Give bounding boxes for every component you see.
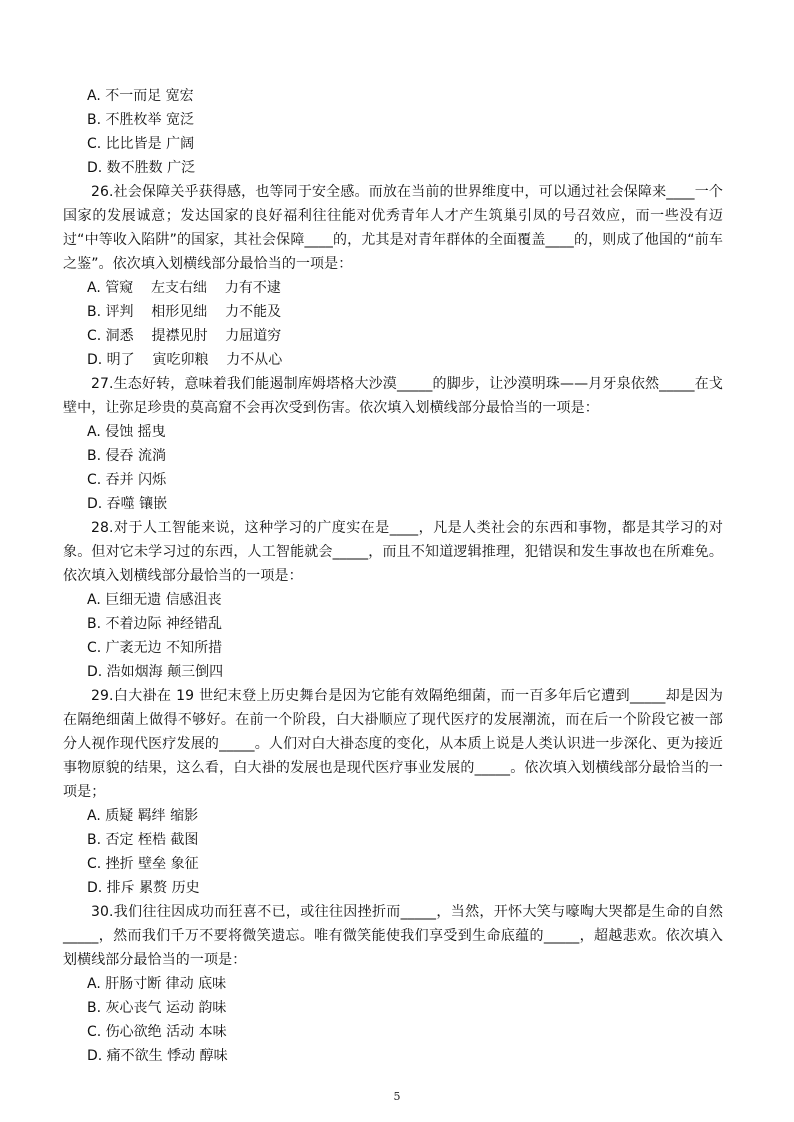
question-text: 30.我们往往因成功而狂喜不已，或往往因挫折而_____，当然，开怀大笑与嚎啕大哭都是生命的自然_____，然而我们千万不要将微笑遗忘。唯有微笑能使我们享受到生命底蕴的_____，超越悲欢。依次填入划横线部分最恰当的一项是： <box>63 904 723 968</box>
question-25-options <box>63 84 723 180</box>
option-d: D. 浩如烟海 颠三倒四 <box>87 664 224 680</box>
option-a: A. 管窥 左支右绌 力有不逮 <box>87 280 281 296</box>
option-d: D. 吞噬 镶嵌 <box>87 496 168 512</box>
option-c: C. 挫折 壁垒 象征 <box>87 856 199 872</box>
option-c: C. 伤心欲绝 活动 本味 <box>87 1024 227 1040</box>
option-b: B. 不胜枚举 宽泛 <box>87 112 194 128</box>
option-b: B. 侵吞 流淌 <box>87 448 166 464</box>
question-text: 26.社会保障关乎获得感，也等同于安全感。而放在当前的世界维度中，可以通过社会保障来____一个国家的发展诚意；发达国家的良好福利往往能对优秀青年人才产生筑巢引凤的号召效应，而一些没有迈过“中等收入陷阱”的国家，其社会保障____的，尤其是对青年群体的全面覆盖____的，则成了他国的“前车之鉴”。依次填入划横线部分最恰当的一项是： <box>63 184 723 272</box>
option-a: A. 不一而足 宽宏 <box>87 88 194 104</box>
option-d: D. 明了 寅吃卯粮 力不从心 <box>87 352 283 368</box>
option-b: B. 不着边际 神经错乱 <box>87 616 222 632</box>
question-28 <box>63 516 723 684</box>
option-d: D. 痛不欲生 悸动 醇味 <box>87 1048 228 1064</box>
option-c: C. 洞悉 提襟见肘 力屈道穷 <box>87 328 282 344</box>
question-27 <box>63 372 723 516</box>
option-d: D. 排斥 累赘 历史 <box>87 880 200 896</box>
page-number: 5 <box>393 1090 401 1103</box>
page-content <box>63 84 723 1068</box>
option-c: C. 吞并 闪烁 <box>87 472 167 488</box>
question-text: 28.对于人工智能来说，这种学习的广度实在是____，凡是人类社会的东西和事物，都是其学习的对象。但对它未学习过的东西，人工智能就会_____，而且不知道逻辑推理，犯错误和发生事故也在所难免。依次填入划横线部分最恰当的一项是： <box>63 520 723 584</box>
option-b: B. 否定 桎梏 截图 <box>87 832 199 848</box>
option-c: C. 广袤无边 不知所措 <box>87 640 223 656</box>
option-c: C. 比比皆是 广阔 <box>87 136 195 152</box>
option-a: A. 肝肠寸断 律动 底味 <box>87 976 227 992</box>
question-26 <box>63 180 723 372</box>
question-text: 27.生态好转，意味着我们能遏制库姆塔格大沙漠_____的脚步，让沙漠明珠——月牙泉依然_____在戈壁中，让弥足珍贵的莫高窟不会再次受到伤害。依次填入划横线部分最恰当的一项是： <box>63 376 723 416</box>
option-a: A. 巨细无遗 信感沮丧 <box>87 592 222 608</box>
question-text: 29.白大褂在 19 世纪末登上历史舞台是因为它能有效隔绝细菌，而一百多年后它遭到_____却是因为在隔绝细菌上做得不够好。在前一个阶段，白大褂顺应了现代医疗的发展潮流，而在后一个阶段它被一部分人视作现代医疗发展的_____。人们对白大褂态度的变化，从本质上说是人类认识进一步深化、更为接近事物原貌的结果，这么看，白大褂的发展也是现代医疗事业发展的_____。依次填入划横线部分最恰当的一项是； <box>63 688 723 800</box>
question-29 <box>63 684 723 900</box>
option-b: B. 评判 相形见绌 力不能及 <box>87 304 282 320</box>
option-b: B. 灰心丧气 运动 韵味 <box>87 1000 227 1016</box>
question-30 <box>63 900 723 1068</box>
option-a: A. 侵蚀 摇曳 <box>87 424 166 440</box>
option-a: A. 质疑 羁绊 缩影 <box>87 808 199 824</box>
option-d: D. 数不胜数 广泛 <box>87 160 196 176</box>
